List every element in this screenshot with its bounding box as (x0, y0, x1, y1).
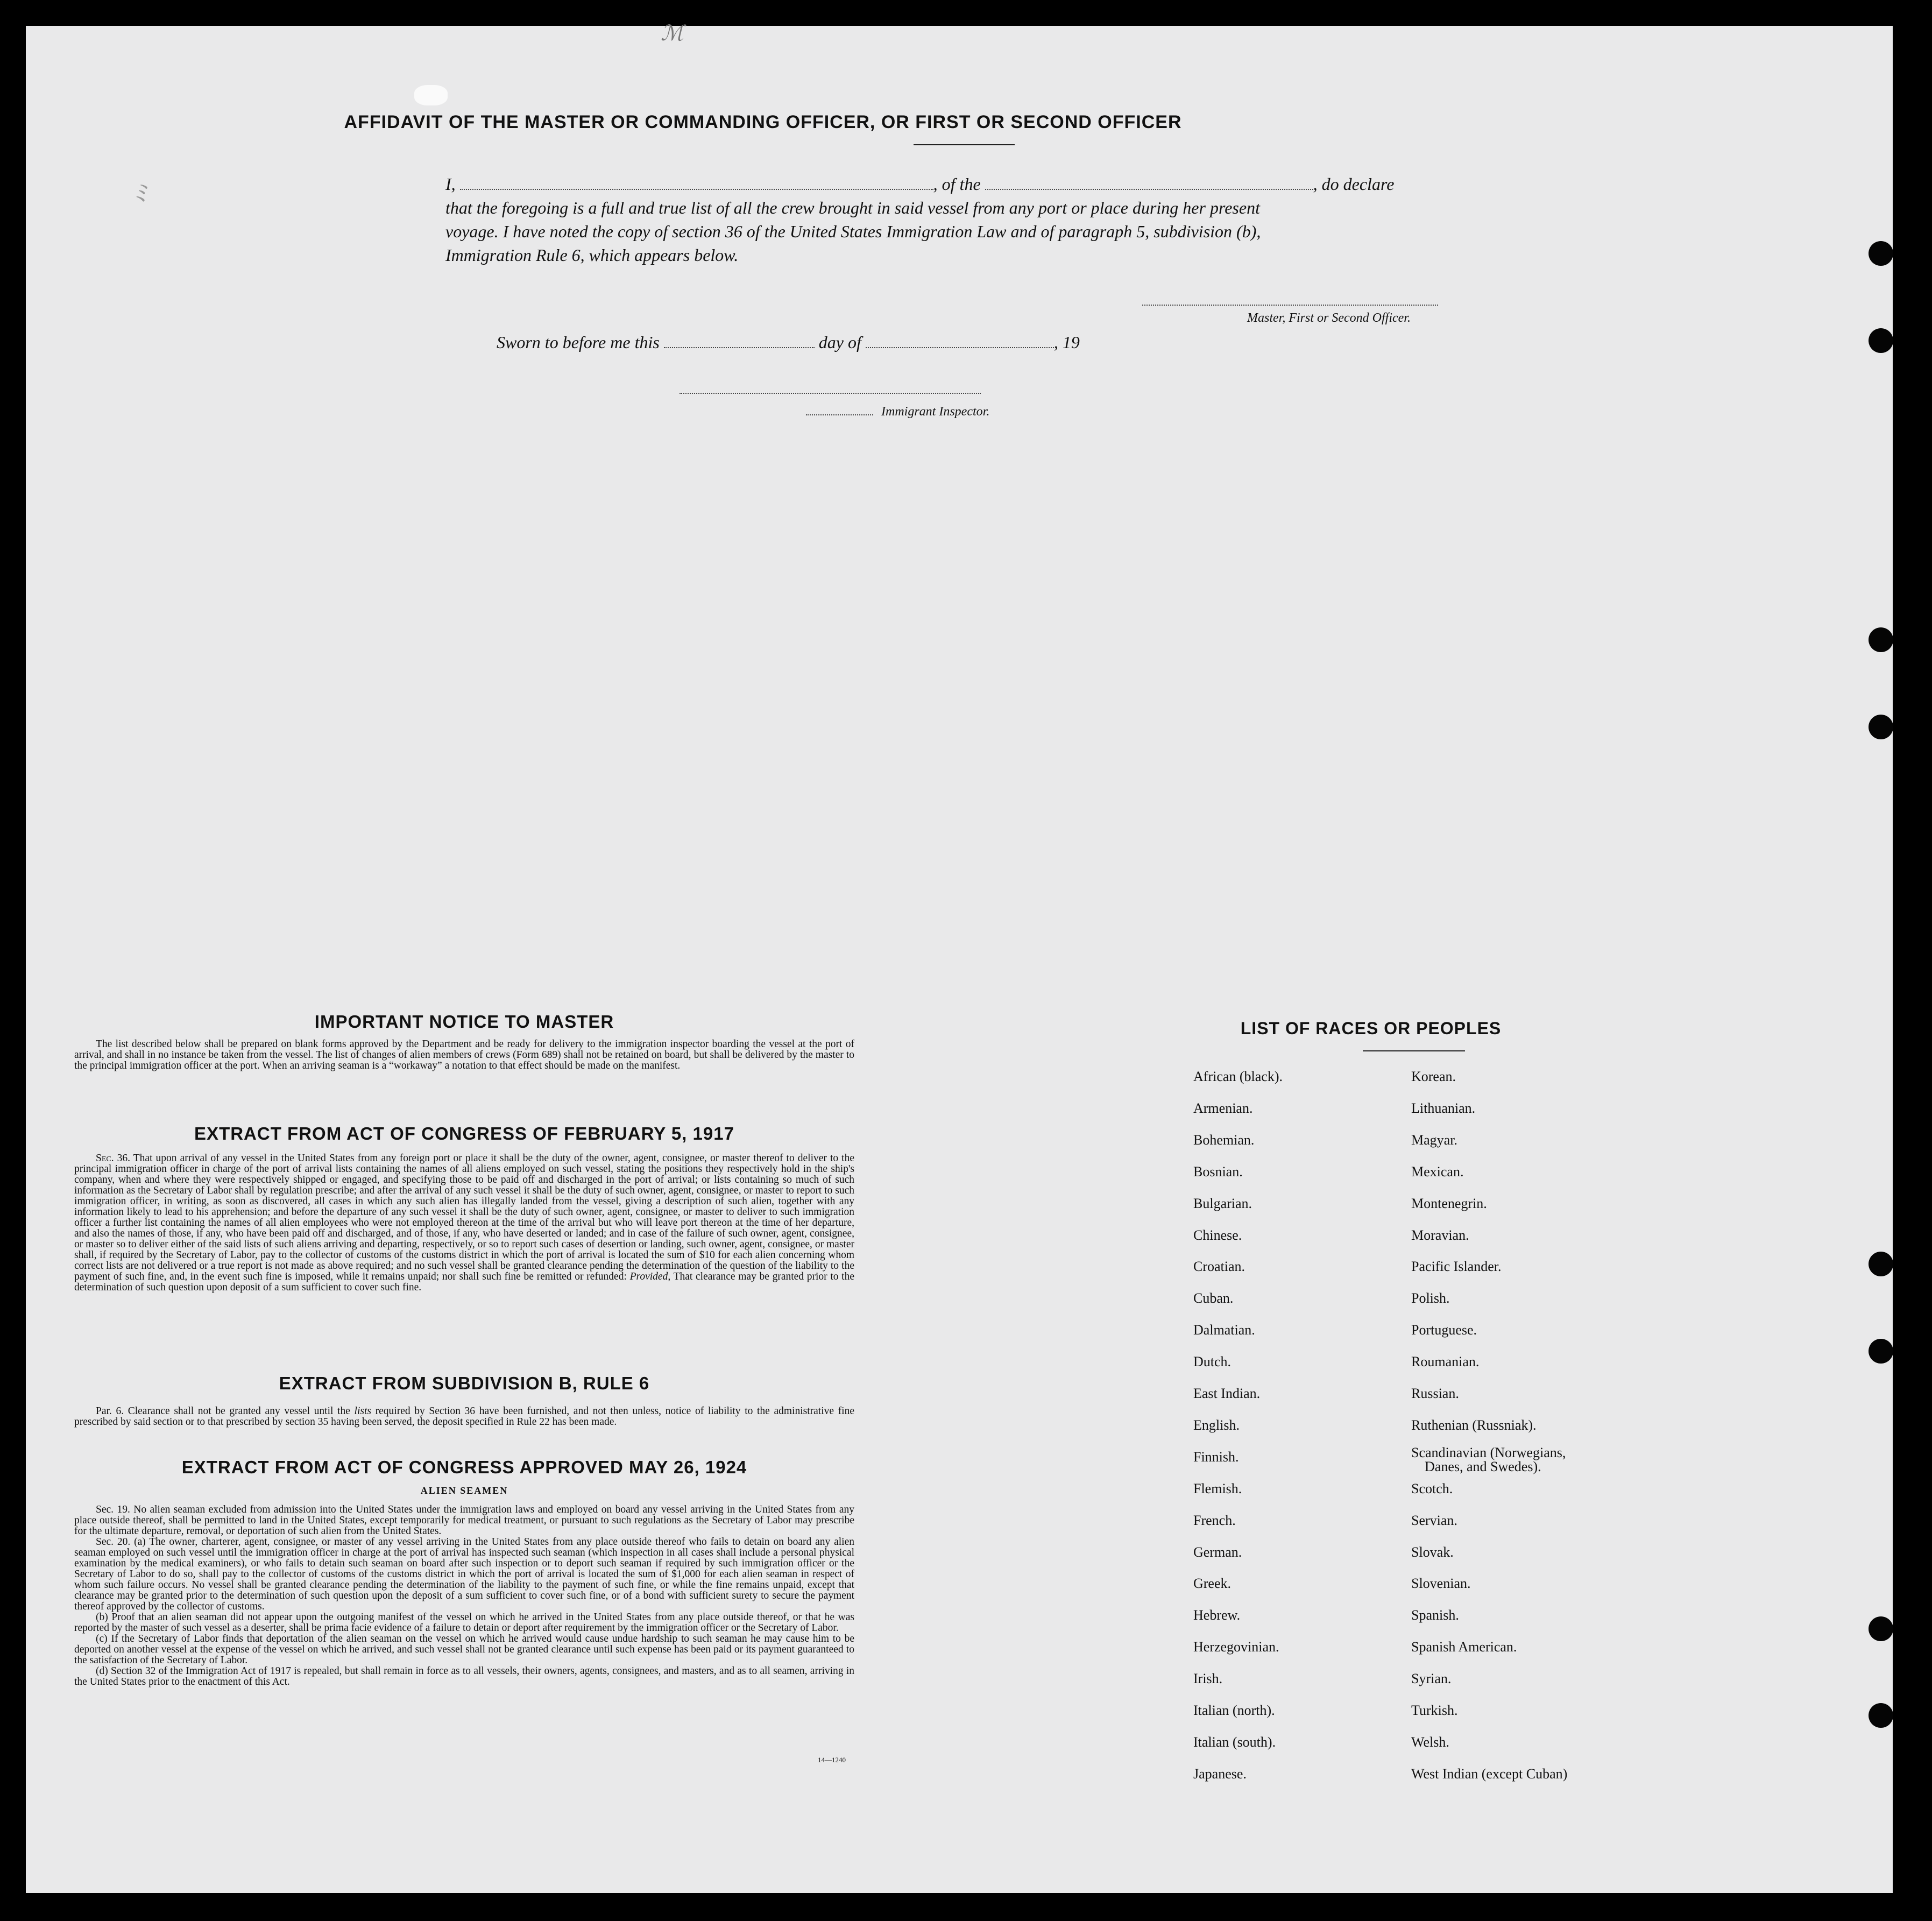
race-item: Irish. (1193, 1671, 1223, 1687)
of-the-label: , of the (933, 174, 981, 194)
punch-hole (1869, 1616, 1893, 1641)
rule6-text-b: required by Section 36 have been furnished, and not then unless, notice of liability to the administrative fine prescribed by said section or to that prescribed by section 35 having been served, the deposit specified in Rule 22 has been made. (74, 1406, 855, 1428)
year-prefix: , 19 (1053, 333, 1080, 352)
sworn-month-field[interactable] (866, 347, 1054, 348)
race-item: Korean. (1411, 1069, 1456, 1084)
race-item: Japanese. (1193, 1765, 1247, 1782)
document-page (26, 21, 1893, 1893)
declaration-line-3: voyage. I have noted the copy of section 36 of the United States Immigration Law and of paragraph 5, subdivision (b), (445, 222, 1261, 241)
race-item: Chinese. (1193, 1227, 1242, 1243)
punch-hole (1869, 1339, 1893, 1364)
race-item: Italian (north). (1193, 1703, 1275, 1718)
race-item: English. (1193, 1417, 1240, 1433)
lists-word: lists (354, 1406, 371, 1417)
race-item: Polish. (1411, 1290, 1450, 1306)
extract-rule6-body (74, 1406, 854, 1428)
punch-hole (1869, 241, 1893, 266)
sec-20a-text: Sec. 20. (a) The owner, charterer, agent, consignee, or master of any vessel arriving in the United States from any place outside thereof who fails to detain on board any alien seaman employed on such vessel until the immigration officer in charge at the port of arrival has inspected such seaman (which inspection in all cases shall include a personal physical examination by the medical examiners), or who fails to detain such seaman on board after such inspection or to deport such seaman if required by such immigration officer or the Secretary of Labor to do so, shall pay to the collector of customs of the customs district in which the port of arrival is located the sum of $1,000 for each alien seaman in respect of whom such failure occurs. No vessel shall be granted clearance pending the determination of the liability to the payment of such fine, or while the fine remains unpaid, except that clearance may be granted prior to the determination of such question upon the deposit of a sum sufficient to cover such fine, or of a bond with sufficient surety to secure the payment thereof approved by the collector of customs. (74, 1536, 854, 1612)
race-item: Lithuanian. (1411, 1100, 1476, 1116)
race-item: Dutch. (1193, 1354, 1232, 1370)
race-item: Greek. (1193, 1576, 1232, 1592)
inspector-signature-line-short (806, 414, 873, 415)
pencil-mark: ℳ (661, 21, 684, 45)
sec-20b-text: (b) Proof that an alien seaman did not appear upon the outgoing manifest of the vessel on which he arrived in the United States from any place outside thereof, or that he was reported by the master of such vessel as a deserter, shall be prima facie evidence of a failure to detain or deport after requirement by the immigration officer or the Secretary of Labor. (74, 1612, 854, 1634)
master-signature-line[interactable] (1142, 305, 1438, 306)
sworn-day-field[interactable] (664, 347, 815, 348)
race-item: Hebrew. (1193, 1607, 1241, 1623)
inspector-label: Immigrant Inspector. (881, 405, 990, 419)
race-item: Montenegrin. (1411, 1195, 1487, 1211)
race-item: African (black). (1193, 1069, 1283, 1084)
extract-1924-title: EXTRACT FROM ACT OF CONGRESS APPROVED MAY 26, 1924 (181, 1457, 747, 1477)
declaration-text (445, 172, 1516, 267)
do-declare-label: , do declare (1313, 174, 1395, 194)
race-item: Moravian. (1411, 1227, 1469, 1243)
race-item: Magyar. (1411, 1132, 1457, 1148)
affidavit-title: AFFIDAVIT OF THE MASTER OR COMMANDING OFFICER, OR FIRST OR SECOND OFFICER (344, 112, 1182, 132)
race-item: Finnish. (1193, 1449, 1239, 1465)
notice-body: The list described below shall be prepared on blank forms approved by the Department and be ready for delivery to the immigration inspector boarding the vessel at the port of arrival, and shall in no instance be taken from the vessel. The list of changes of alien members of crews (Form 689) shall not be retained on board, but shall be delivered by the master to the principal immigration officer at the port. When an arriving seaman is a “workaway” a notation to that effect should be made on the manifest. (74, 1039, 854, 1071)
race-item: German. (1193, 1544, 1242, 1560)
declaration-line-2: that the foregoing is a full and true list of all the crew brought in said vessel from any port or place during her present (445, 198, 1260, 217)
vessel-name-field[interactable] (985, 189, 1313, 190)
extract-rule6-title: EXTRACT FROM SUBDIVISION B, RULE 6 (279, 1373, 650, 1393)
race-item: Armenian. (1193, 1100, 1253, 1116)
race-item: Slovenian. (1411, 1576, 1471, 1592)
race-item: Russian. (1411, 1386, 1459, 1401)
inspector-signature-line[interactable] (680, 393, 981, 394)
punch-hole (1869, 328, 1893, 353)
race-item: Cuban. (1193, 1290, 1234, 1306)
extract-1917-body (74, 1153, 854, 1293)
race-item: Mexican. (1411, 1163, 1464, 1180)
pencil-mark: ﾐ (133, 180, 146, 207)
title-underline (914, 144, 1015, 145)
race-item: Ruthenian (Russniak). (1411, 1417, 1537, 1433)
declarant-prefix: I, (445, 174, 456, 194)
sec-20c-text: (c) If the Secretary of Labor finds that deportation of the alien seaman on the vessel on which he arrived would cause undue hardship to such seaman he may cause him to be deported on another vessel at the expense of the vessel on which he arrived, and such vessel shall not be granted clearance until such expense has been paid or its payment guaranteed to the satisfaction of the Secretary of Labor. (74, 1633, 854, 1666)
race-item: Spanish. (1411, 1607, 1459, 1623)
race-item: Welsh. (1411, 1734, 1449, 1750)
race-item: East Indian. (1193, 1386, 1261, 1401)
race-item: Italian (south). (1193, 1734, 1276, 1750)
punch-hole (1869, 1252, 1893, 1276)
punch-hole (1869, 715, 1893, 739)
race-item: Croatian. (1193, 1259, 1245, 1275)
races-title-underline (1363, 1050, 1465, 1051)
paper-blemish (414, 85, 448, 105)
rule6-text-a: Par. 6. Clearance shall not be granted any vessel until the (96, 1406, 350, 1417)
race-item: Herzegovinian. (1193, 1639, 1279, 1655)
race-item: Roumanian. (1411, 1354, 1480, 1370)
race-item: Syrian. (1411, 1671, 1452, 1687)
race-item: Bosnian. (1193, 1163, 1243, 1180)
sec-36-text: That upon arrival of any vessel in the United States from any foreign port or place it shall be the duty of the owner, agent, consignee, or master thereof to deliver to the principal immigration officer in charge of the port of arrival lists containing the names of all aliens employed on such vessel, stating the positions they respectively hold in the ship's company, when and where they were respectively shipped or engaged, and specifying those to be paid off and discharged in the port of arrival; or lists containing so much of such information as the Secretary of Labor shall by regulation prescribe; and after the arrival of any such vessel it shall be the duty of such owner, agent, consignee, or master to report to such immigration officer, in writing, as soon as discovered, all cases in which any such alien has illegally landed from the vessel, giving a description of such alien, together with any information likely to lead to his apprehension; and before the departure of any such vessel it shall be the duty of such owner, agent, consignee, or master to deliver to such immigration officer a further list containing the names of all alien employees who were not employed thereon at the time of the arrival but who will leave port thereon at the time of her departure, and also the names of those, if any, who have been paid off and discharged, and of those, if any, who have deserted or landed; and in case of the failure of such owner, agent, consignee, or master so to deliver either of the said lists of such aliens arriving and departing, respectively, or so to report such cases of desertion or landing, such owner, agent, consignee, or master shall, if required by the Secretary of Labor, pay to the collector of customs of the customs district in which the port of arrival is located the sum of $10 for each alien concerning whom correct lists are not delivered or a true report is not made as above required; and no such vessel shall be granted clearance pending the determination of the question of the liability to the payment of such fine, and, in the event such fine is imposed, while it remains unpaid; nor shall such fine be remitted or refunded: (74, 1153, 854, 1282)
race-item: Bohemian. (1193, 1132, 1255, 1148)
sworn-line (497, 333, 1080, 352)
race-item: Slovak. (1411, 1544, 1454, 1560)
punch-hole (1869, 1703, 1893, 1728)
race-item-continuation: Danes, and Swedes). (1425, 1458, 1541, 1474)
form-number: 14—1240 (818, 1756, 846, 1764)
declaration-line-1 (445, 172, 1516, 196)
races-title: LIST OF RACES OR PEOPLES (1240, 1019, 1502, 1038)
punch-hole (1869, 627, 1893, 652)
race-item: Scandinavian (Norwegians, (1411, 1444, 1566, 1460)
race-item: Spanish American. (1411, 1639, 1517, 1655)
race-item: French. (1193, 1512, 1236, 1528)
extract-1924-body (74, 1505, 854, 1687)
sworn-label: Sworn to before me this (497, 333, 660, 352)
race-item: Pacific Islander. (1411, 1259, 1502, 1275)
race-item: Bulgarian. (1193, 1195, 1252, 1211)
race-item: Portuguese. (1411, 1322, 1477, 1338)
race-item: Scotch. (1411, 1480, 1453, 1496)
race-item: Dalmatian. (1193, 1322, 1255, 1338)
proviso-word: Provided, (629, 1271, 671, 1282)
sec-36-text-end: That clearance may be granted prior to the determination of such question upon deposit of a sum sufficient to cover such fine. (74, 1271, 855, 1293)
race-item: West Indian (except Cuban) (1411, 1765, 1568, 1782)
declarant-name-field[interactable] (460, 189, 933, 190)
sec-20d-text: (d) Section 32 of the Immigration Act of 1917 is repealed, but shall remain in force as to all vessels, their owners, agents, consignees, and masters, and as to all seamen, arriving in the United States prior to the enactment of this Act. (74, 1665, 854, 1687)
race-item: Turkish. (1411, 1703, 1458, 1718)
day-of-label: day of (818, 333, 861, 352)
race-item: Flemish. (1193, 1480, 1242, 1496)
alien-seamen-subtitle: ALIEN SEAMEN (420, 1485, 508, 1496)
race-item: Servian. (1411, 1512, 1457, 1528)
declaration-line-4: Immigration Rule 6, which appears below. (445, 245, 739, 265)
sec-36-label: Sec. 36. (96, 1153, 131, 1164)
notice-title: IMPORTANT NOTICE TO MASTER (314, 1012, 614, 1032)
sec-19-text: Sec. 19. No alien seaman excluded from admission into the United States under the immigration laws and employed on board any vessel arriving in the United States from any place outside thereof, shall be permitted to land in the United States, except temporarily for medical treatment, or pursuant to such regulations as the Secretary of Labor may prescribe for the ultimate departure, removal, or deportation of such alien from the United States. (74, 1504, 854, 1537)
extract-1917-title: EXTRACT FROM ACT OF CONGRESS OF FEBRUARY 5, 1917 (194, 1124, 734, 1143)
master-signature-label: Master, First or Second Officer. (1247, 311, 1411, 325)
